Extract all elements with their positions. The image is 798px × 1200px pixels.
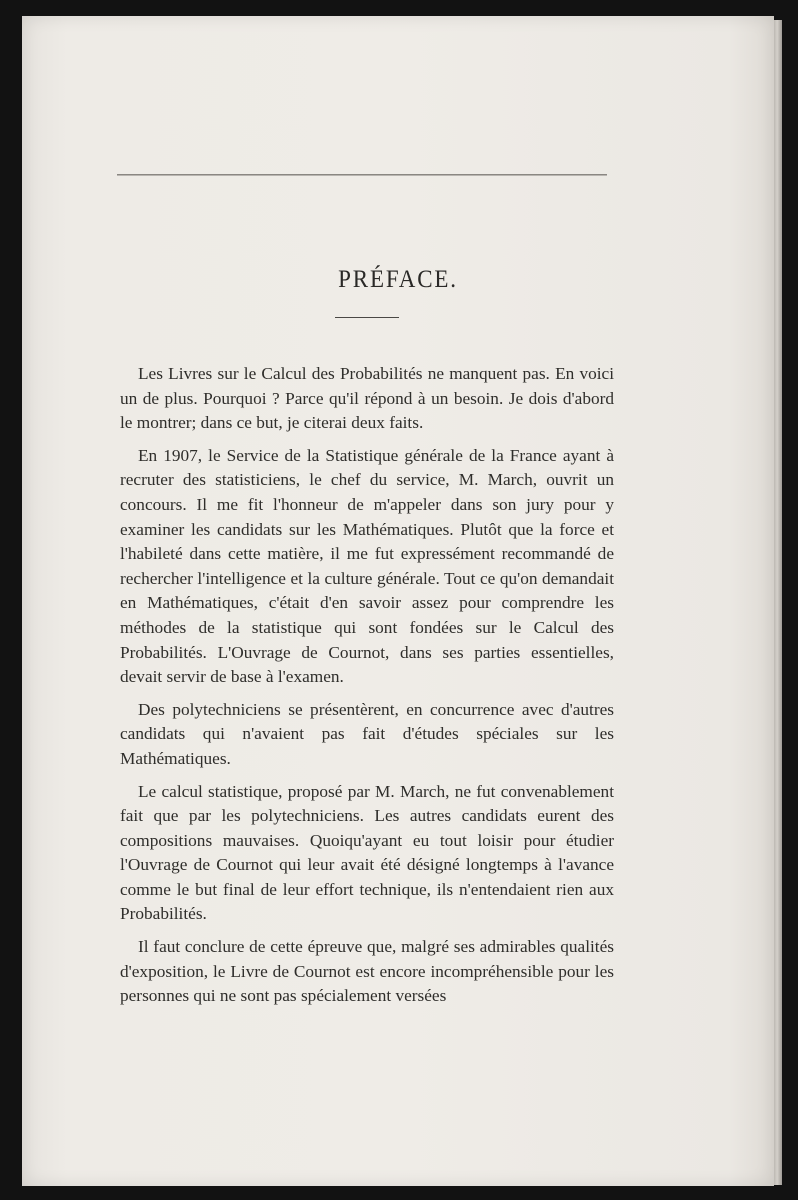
page-title: PRÉFACE. xyxy=(338,266,458,293)
paragraph-5: Il faut conclure de cette épreuve que, malgré ses admirables qualités d'exposition, le Livre de Cournot est encore incompréhensible pour les personnes qui ne sont pas spécialement versées xyxy=(120,937,614,1006)
paragraph-4: Le calcul statistique, proposé par M. March, ne fut convenablement fait que par les polytechniciens. Les autres candidats eurent des compositions mauvaises. Quoiqu'ayant eu tout loisir pour étudier l'Ouvrage de Cournot qui leur avait été désigné longtemps à l'avance comme le but final de leur effort technique, ils n'entendaient rien aux Probabilités. xyxy=(120,781,614,924)
body-text xyxy=(120,362,614,1017)
title-underline xyxy=(335,317,399,318)
header-rule xyxy=(117,174,607,176)
book-page xyxy=(22,16,774,1186)
paragraph-3: Des polytechniciens se présentèrent, en concurrence avec d'autres candidats qui n'avaient pas fait d'études spéciales sur les Mathématiques. xyxy=(120,699,614,768)
page-edge xyxy=(774,20,782,1185)
paragraph-1: Les Livres sur le Calcul des Probabilités ne manquent pas. En voici un de plus. Pourquoi ? Parce qu'il répond à un besoin. Je dois d'abord le montrer; dans ce but, je citerai deux faits. xyxy=(120,364,614,433)
paragraph-2: En 1907, le Service de la Statistique générale de la France ayant à recruter des statisticiens, le chef du service, M. March, ouvrit un concours. Il me fit l'honneur de m'appeler dans son jury pour y examiner les candidats sur les Mathématiques. Plutôt que la force et l'habileté dans cette matière, il me fut expressément recommandé de rechercher l'intelligence et la culture générale. Tout ce qu'on demandait en Mathématiques, c'était d'en savoir assez pour comprendre les méthodes de la statistique qui sont fondées sur le Calcul des Probabilités. L'Ouvrage de Cournot, dans ses parties essentielles, devait servir de base à l'examen. xyxy=(120,445,614,687)
